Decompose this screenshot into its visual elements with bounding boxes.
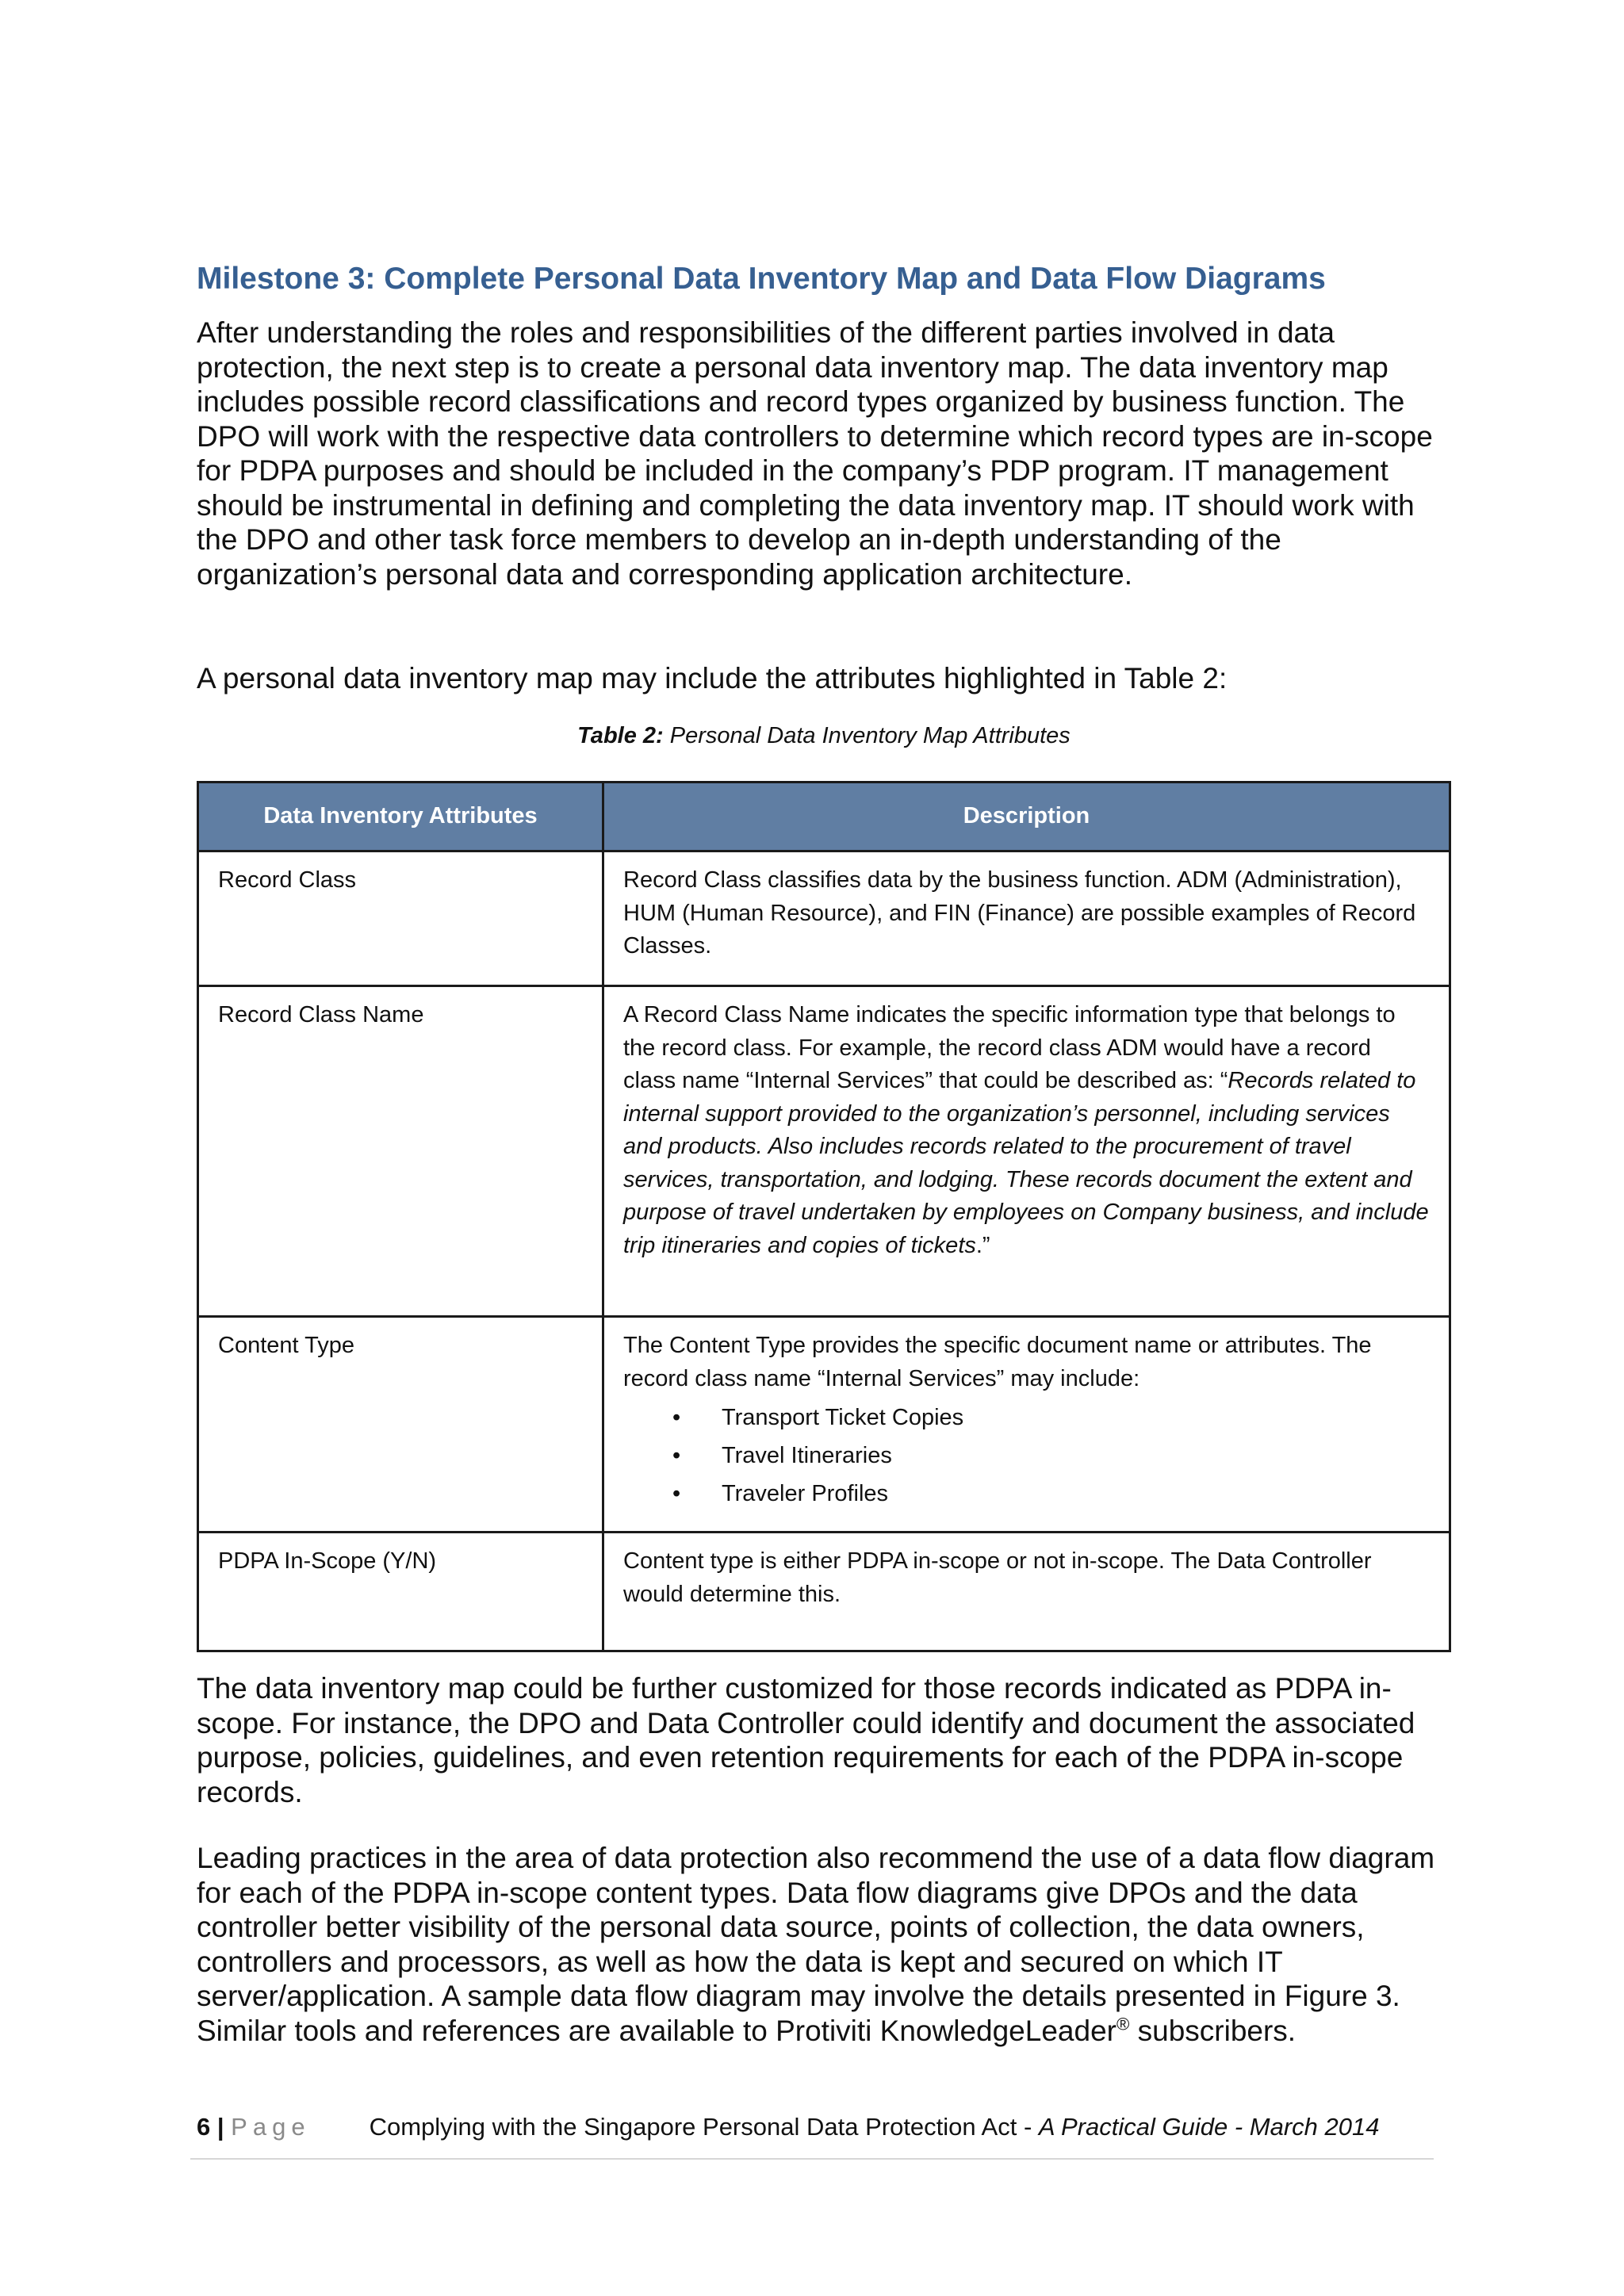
description-cell [603,986,1450,1317]
page-number: 6 [197,2113,211,2141]
table-caption-label: Table 2: [577,723,664,748]
list-item: • Traveler Profiles [722,1475,1430,1513]
attribute-cell: Record Class [198,851,603,986]
data-flow-paragraph [197,1841,1457,2048]
description-quote: Records related to internal support provided to the organization’s personnel, including services and products. Also includes records related to the procurement of travel services, transportation, and lodging. These records document the extent and purpose of travel undertaken by employees on Company business, and include trip itineraries and copies of tickets [623,1068,1429,1258]
footer-title: Complying with the Singapore Personal Data Protection Act - [369,2113,1039,2141]
header-attributes: Data Inventory Attributes [198,783,603,851]
table-row [198,851,1450,986]
table-row [198,1317,1450,1533]
page-footer [197,2113,1380,2141]
data-flow-text: Leading practices in the area of data protection also recommend the use of a data flow diagram for each of the PDPA in-scope content types. Data flow diagrams give DPOs and the data controller better visibility of the personal data source, points of collection, the data owners, controllers and processors, as well as how the data is kept and secured on which IT server/application. A sample data flow diagram may involve the details presented in Figure 3. Similar tools and references are available to Protiviti KnowledgeLeader [197,1842,1435,2047]
attribute-cell: Content Type [198,1317,603,1533]
description-end: .” [975,1232,990,1258]
list-item: • Transport Ticket Copies [722,1399,1430,1437]
table-header-row [198,783,1450,851]
page-separator: | [210,2113,232,2141]
registered-mark: ® [1116,2014,1130,2034]
table-row [198,1533,1450,1651]
footer-divider [190,2158,1434,2160]
table-intro-paragraph: A personal data inventory map may include the attributes highlighted in Table 2: [197,662,1228,695]
header-description: Description [603,783,1450,851]
inventory-attributes-table [197,781,1451,1652]
data-flow-text-end: subscribers. [1129,2014,1297,2047]
table-row [198,986,1450,1317]
customization-paragraph: The data inventory map could be further customized for those records indicated as PDPA in-scope. For instance, the DPO and Data Controller could identify and document the associated purpose, policies, guidelines, and even retention requirements for each of the PDPA in-scope records. [197,1672,1415,1808]
description-cell: Content type is either PDPA in-scope or not in-scope. The Data Controller would determine this. [603,1533,1450,1651]
attribute-cell: Record Class Name [198,986,603,1317]
section-heading: Milestone 3: Complete Personal Data Inventory Map and Data Flow Diagrams [197,262,1326,296]
list-item: • Travel Itineraries [722,1437,1430,1475]
page-label: Page [231,2113,311,2141]
intro-paragraph: After understanding the roles and responsibilities of the different parties involved in data protection, the next step is to create a personal data inventory map. The data inventory map includes possible record classifications and record types organized by business function. The DPO will work with the respective data controllers to determine which record types are in-scope for PDPA purposes and should be included in the company’s PDP program. IT management should be instrumental in defining and completing the data inventory map. IT should work with the DPO and other task force members to develop an in-depth understanding of the organization’s personal data and corresponding application architecture. [197,316,1433,591]
table-caption [197,723,1451,749]
description-text: A Record Class Name indicates the specific information type that belongs to the record class. For example, the record class ADM would have a record class name “Internal Services” that could be described as: “ [623,1002,1396,1093]
description-cell: Record Class classifies data by the business function. ADM (Administration), HUM (Human Resource), and FIN (Finance) are possible examples of Record Classes. [603,851,1450,986]
description-text: The Content Type provides the specific document name or attributes. The record class name “Internal Services” may include: [623,1333,1372,1391]
content-type-list [623,1399,1430,1513]
footer-title-italic: A Practical Guide - March 2014 [1038,2113,1380,2141]
description-cell [603,1317,1450,1533]
table-caption-text: Personal Data Inventory Map Attributes [663,723,1071,748]
attribute-cell: PDPA In-Scope (Y/N) [198,1533,603,1651]
